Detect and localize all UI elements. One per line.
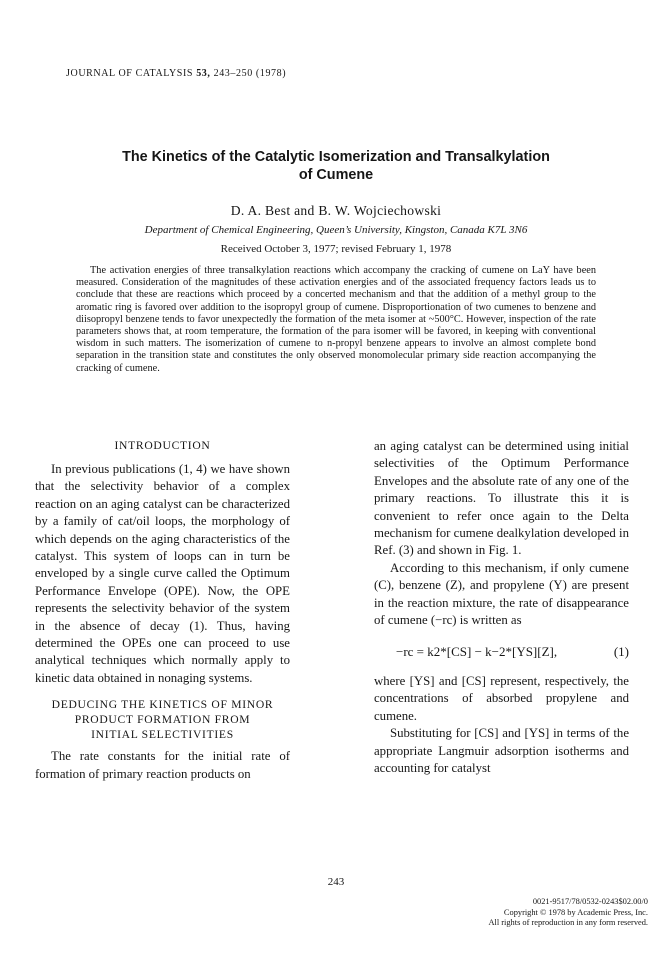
rights-line: All rights of reproduction in any form reserved. [488,918,648,928]
copyright-block [380,897,648,929]
section-heading-line-2: PRODUCT FORMATION FROM [74,713,251,727]
substitution-paragraph: Substituting for [CS] and [YS] in terms of the appropriate Langmuir adsorption isotherms and accounting for catalyst [374,726,629,775]
intro-paragraph: In previous publications (1, 4) we have shown that the selectivity behavior of a complex reaction on an aging catalyst can be characterized by a family of cat/oil loops, the morphology of which depends on the aging characteristics of the catalyst. This system of loops can in turn be enveloped by a single curve called the Optimum Performance Envelope (OPE). Now, the OPE represents the selectivity behavior of the system in the absence of decay (1). Thus, having determined the OPEs one can proceed to use analytical techniques which normally apply to kinetic data obtained in nonaging systems. [35,462,290,685]
paper-title [40,148,632,184]
equation-1 [374,629,629,672]
abstract: The activation energies of three transalkylation reactions which accompany the cracking of cumene on LaY have been measured. Consideration of the magnitudes of these activation energies and of the associated frequency factors leads us to conclude that these are reactions which proceed by a concerted mechanism and that the addition of a methyl group to the aromatic ring is favored over addition to the isopropyl group of cumene. Disproportionation of two cumenes to benzene and diisopropyl benzene tends to favor unexpectedly the formation of the meta isomer at ~500°C. However, inspection of the rate parameters shows that, at room temperature, the formation of the para isomer will be favored, in keeping with conventional wisdom in such matters. The isomerization of cumene to n-propyl benzene appears to involve an almost complete bond separation in the transition state and constitutes the only observed monomolecular primary side reaction accompanying the cracking of cumene. [76,265,596,374]
continued-paragraph: an aging catalyst can be determined using initial selectivities of the Optimum Performance Envelopes and the absolute rate of any one of the primary reactions. To illustrate this it is convenient to refer once again to the Delta mechanism for cumene dealkylation developed in Ref. (3) and shown in Fig. 1. [374,439,629,558]
title-line-1: The Kinetics of the Catalytic Isomerization and Transalkylation [122,149,550,165]
authors: D. A. Best and B. W. Wojciechowski [230,203,442,218]
title-line-2: of Cumene [298,167,374,183]
left-column [35,438,290,783]
right-column [374,438,629,777]
journal-name: JOURNAL OF CATALYSIS [66,68,194,79]
definition-paragraph: where [YS] and [CS] represent, respectively, the concentrations of absorbed propylene and cumene. [374,673,629,723]
section-heading-deducing [35,697,290,742]
section-heading-line-1: DEDUCING THE KINETICS OF MINOR [51,698,274,712]
received-dates: Received October 3, 1977; revised February 1, 1978 [220,243,452,255]
article-code: 0021-9517/78/0532-0243$02.00/0 [532,897,648,906]
section-heading-line-3: INITIAL SELECTIVITIES [91,728,234,742]
mechanism-paragraph: According to this mechanism, if only cumene (C), benzene (Z), and propylene (Y) are present in the reaction mixture, the rate of disappearance of cumene (−rc) is written as [374,560,629,628]
page-number: 243 [327,876,345,888]
introduction-heading: INTRODUCTION [114,439,211,452]
equation-body: −rc = k2*[CS] − k−2*[YS][Z], [396,644,558,660]
equation-number: (1) [613,644,629,660]
rate-constants-paragraph: The rate constants for the initial rate of formation of primary reaction products on [35,749,290,781]
journal-header [66,68,286,79]
affiliation: Department of Chemical Engineering, Queen’s University, Kingston, Canada K7L 3N6 [144,224,528,236]
journal-volume: 53, [196,68,211,79]
copyright-line: Copyright © 1978 by Academic Press, Inc. [503,907,648,917]
journal-pages: 243–250 (1978) [213,68,287,79]
